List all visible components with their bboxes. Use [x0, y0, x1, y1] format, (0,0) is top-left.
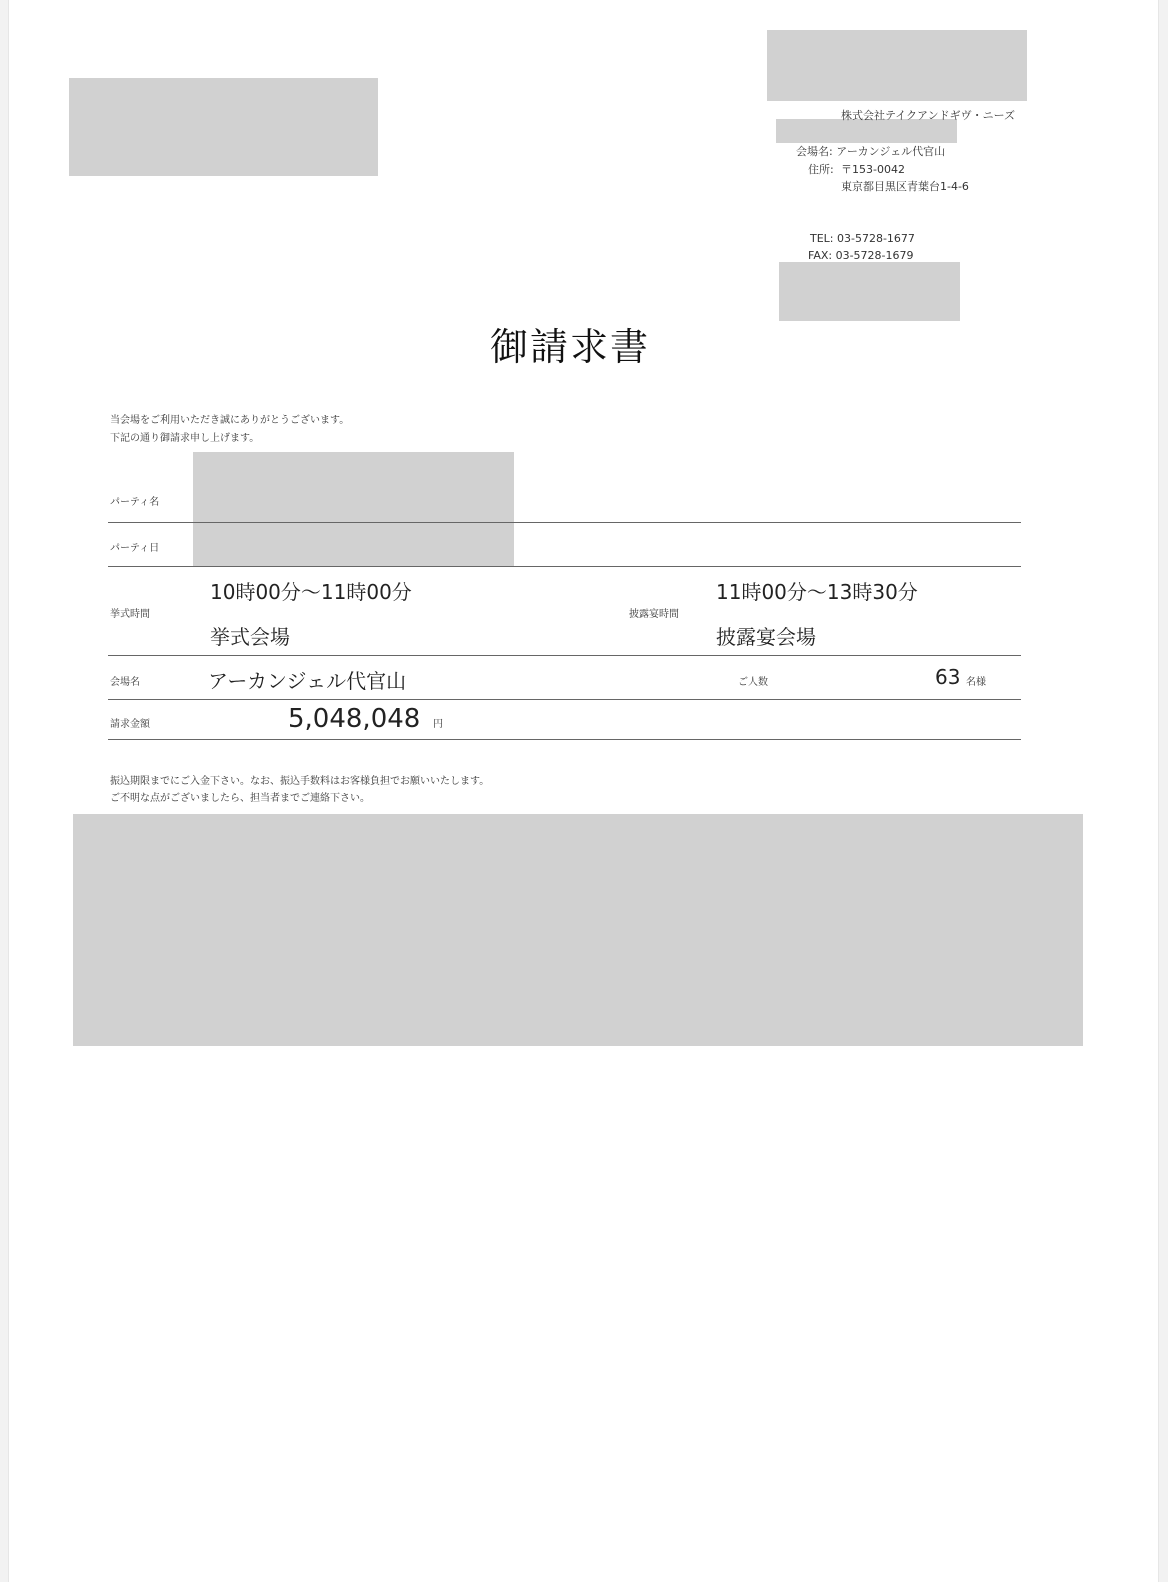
ceremony-time-value: 10時00分～11時00分	[210, 580, 412, 604]
row-divider	[108, 566, 1021, 567]
row-divider	[108, 522, 1021, 523]
redacted-stamp-block	[779, 262, 960, 321]
guests-label: ご人数	[738, 677, 768, 688]
guests-value: 63	[935, 665, 961, 689]
company-fax: FAX: 03-5728-1679	[808, 249, 914, 262]
intro-line-1: 当会場をご利用いただき誠にありがとうございます。	[110, 415, 350, 426]
redacted-party-details	[193, 452, 514, 567]
company-address: 東京都目黒区青葉台1-4-6	[841, 180, 969, 193]
row-divider	[108, 655, 1021, 656]
reception-time-label: 披露宴時間	[629, 609, 679, 620]
company-tel: TEL: 03-5728-1677	[810, 232, 915, 245]
redacted-recipient-block	[69, 78, 378, 176]
ceremony-venue-value: 挙式会場	[210, 625, 290, 649]
company-venue: 会場名: アーカンジェル代官山	[796, 145, 946, 158]
venue-value: アーカンジェル代官山	[208, 669, 407, 693]
redacted-bank-details	[73, 814, 1083, 1046]
row-divider	[108, 739, 1021, 740]
guests-unit: 名様	[966, 677, 986, 688]
amount-unit: 円	[433, 719, 443, 730]
note-line-2: ご不明な点がございましたら、担当者までご連絡下さい。	[110, 793, 370, 804]
reception-time-value: 11時00分～13時30分	[716, 580, 918, 604]
party-name-label: パーティ名	[110, 497, 160, 508]
reception-venue-value: 披露宴会場	[716, 625, 816, 649]
row-divider	[108, 699, 1021, 700]
amount-label: 請求金額	[110, 719, 150, 730]
note-line-1: 振込期限までにご入金下さい。なお、振込手数料はお客様負担でお願いいたします。	[110, 776, 490, 787]
company-postal: 〒153-0042	[841, 163, 905, 176]
intro-line-2: 下記の通り御請求申し上げます。	[110, 433, 260, 444]
company-address-label: 住所:	[808, 163, 834, 176]
company-name: 株式会社テイクアンドギヴ・ニーズ	[841, 109, 1016, 122]
venue-label: 会場名	[110, 677, 140, 688]
redacted-logo-block	[767, 30, 1027, 101]
page-title: 御請求書	[490, 325, 651, 369]
amount-value: 5,048,048	[288, 704, 421, 734]
party-date-label: パーティ日	[110, 543, 160, 554]
ceremony-time-label: 挙式時間	[110, 609, 150, 620]
